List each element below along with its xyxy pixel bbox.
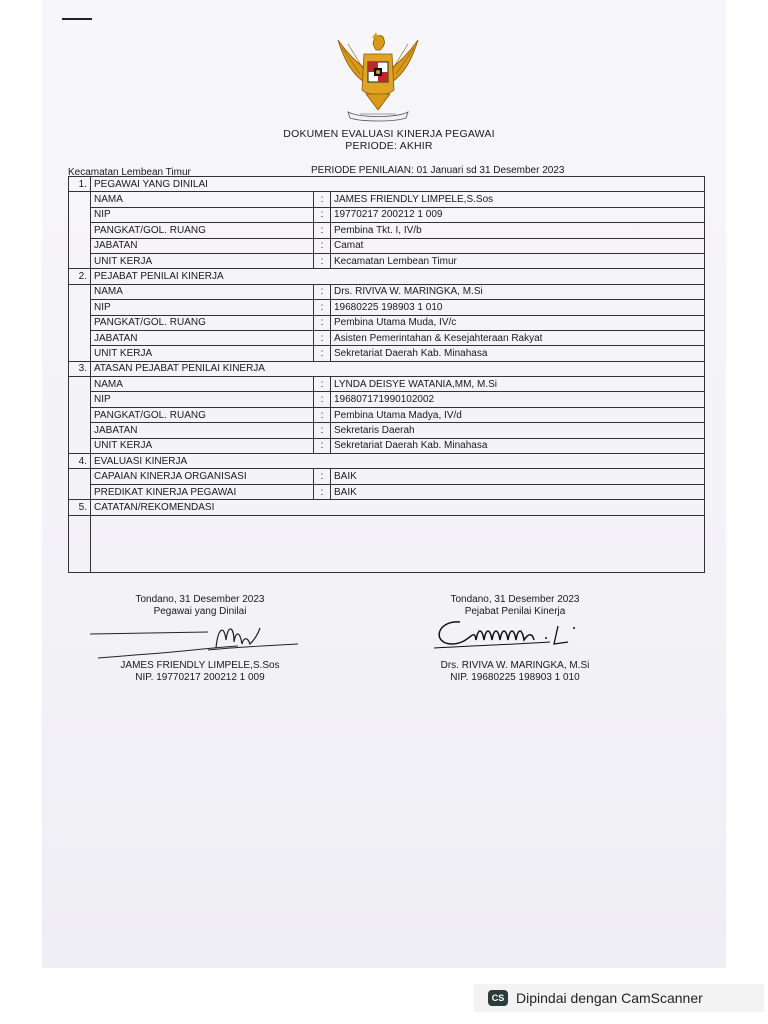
table-row	[69, 377, 705, 392]
section-title: PEGAWAI YANG DINILAI	[91, 177, 705, 192]
field-value: Drs. RIVIVA W. MARINGKA, M.Si	[331, 284, 705, 299]
periode-penilaian: PERIODE PENILAIAN: 01 Januari sd 31 Desember 2023	[311, 165, 565, 176]
field-label: JABATAN	[91, 423, 314, 438]
field-label: CAPAIAN KINERJA ORGANISASI	[91, 469, 314, 484]
scan-edge-mark	[62, 18, 92, 20]
colon: :	[314, 253, 331, 268]
table-row	[69, 469, 705, 484]
colon: :	[314, 392, 331, 407]
field-label: PANGKAT/GOL. RUANG	[91, 315, 314, 330]
signature-right-icon	[430, 614, 590, 654]
signer-role: Pegawai yang Dinilai	[153, 606, 247, 617]
field-label: NAMA	[91, 377, 314, 392]
table-row	[69, 223, 705, 238]
section-header-5	[69, 500, 705, 515]
signer-nip: NIP. 19680225 198903 1 010	[450, 672, 580, 683]
field-label: PANGKAT/GOL. RUANG	[91, 407, 314, 422]
section-title: PEJABAT PENILAI KINERJA	[91, 269, 705, 284]
section-number: 4.	[69, 454, 91, 469]
section-header-1	[69, 177, 705, 192]
document-title: DOKUMEN EVALUASI KINERJA PEGAWAI	[283, 128, 495, 140]
field-label: PANGKAT/GOL. RUANG	[91, 223, 314, 238]
place-date: Tondano, 31 Desember 2023	[135, 594, 265, 605]
field-value: Kecamatan Lembean Timur	[331, 253, 705, 268]
field-value: JAMES FRIENDLY LIMPELE,S.Sos	[331, 192, 705, 207]
table-row	[69, 330, 705, 345]
table-row	[69, 392, 705, 407]
table-row	[69, 300, 705, 315]
notes-area	[69, 515, 705, 572]
field-value: BAIK	[331, 469, 705, 484]
colon: :	[314, 438, 331, 453]
table-row	[69, 284, 705, 299]
field-value: 19770217 200212 1 009	[331, 207, 705, 222]
field-value: Asisten Pemerintahan & Kesejahteraan Rakyat	[331, 330, 705, 345]
colon: :	[314, 300, 331, 315]
field-label: NAMA	[91, 192, 314, 207]
table-row	[69, 192, 705, 207]
colon: :	[314, 223, 331, 238]
colon: :	[314, 407, 331, 422]
signature-left-icon	[88, 618, 308, 664]
field-label: NIP	[91, 207, 314, 222]
field-label: PREDIKAT KINERJA PEGAWAI	[91, 484, 314, 499]
table-row	[69, 407, 705, 422]
colon: :	[314, 423, 331, 438]
colon: :	[314, 469, 331, 484]
colon: :	[314, 484, 331, 499]
signer-nip: NIP. 19770217 200212 1 009	[135, 672, 265, 683]
document-periode: PERIODE: AKHIR	[345, 140, 433, 152]
field-value: Sekretaris Daerah	[331, 423, 705, 438]
section-title: EVALUASI KINERJA	[91, 454, 705, 469]
field-value: Pembina Utama Madya, IV/d	[331, 407, 705, 422]
table-row	[69, 346, 705, 361]
table-row	[69, 207, 705, 222]
field-label: UNIT KERJA	[91, 346, 314, 361]
evaluation-form-table	[68, 176, 705, 573]
table-row	[69, 253, 705, 268]
field-value: 19680225 198903 1 010	[331, 300, 705, 315]
colon: :	[314, 284, 331, 299]
signer-name: Drs. RIVIVA W. MARINGKA, M.Si	[440, 660, 590, 671]
watermark-text: Dipindai dengan CamScanner	[516, 990, 703, 1006]
section-number: 5.	[69, 500, 91, 515]
section-number: 1.	[69, 177, 91, 192]
signer-role: Pejabat Penilai Kinerja	[464, 606, 566, 617]
colon: :	[314, 330, 331, 345]
field-value: BAIK	[331, 484, 705, 499]
section-number: 3.	[69, 361, 91, 376]
field-label: UNIT KERJA	[91, 438, 314, 453]
field-label: JABATAN	[91, 330, 314, 345]
section-number: 2.	[69, 269, 91, 284]
colon: :	[314, 377, 331, 392]
camscanner-watermark	[474, 984, 764, 1012]
unit-label: Kecamatan Lembean Timur	[68, 167, 191, 178]
section-title: ATASAN PEJABAT PENILAI KINERJA	[91, 361, 705, 376]
field-value: Camat	[331, 238, 705, 253]
notes-content	[91, 515, 705, 572]
colon: :	[314, 315, 331, 330]
field-value: Pembina Tkt. I, IV/b	[331, 223, 705, 238]
table-row	[69, 423, 705, 438]
table-row	[69, 484, 705, 499]
place-date: Tondano, 31 Desember 2023	[450, 594, 580, 605]
field-label: NAMA	[91, 284, 314, 299]
field-label: NIP	[91, 300, 314, 315]
colon: :	[314, 207, 331, 222]
section-header-4	[69, 454, 705, 469]
colon: :	[314, 238, 331, 253]
field-value: 196807171990102002	[331, 392, 705, 407]
table-row	[69, 315, 705, 330]
field-label: JABATAN	[91, 238, 314, 253]
section-header-3	[69, 361, 705, 376]
field-value: Pembina Utama Muda, IV/c	[331, 315, 705, 330]
field-label: UNIT KERJA	[91, 253, 314, 268]
camscanner-logo-icon: CS	[488, 990, 508, 1006]
field-value: Sekretariat Daerah Kab. Minahasa	[331, 438, 705, 453]
field-value: Sekretariat Daerah Kab. Minahasa	[331, 346, 705, 361]
signer-name: JAMES FRIENDLY LIMPELE,S.Sos	[120, 660, 280, 671]
field-label: NIP	[91, 392, 314, 407]
section-title: CATATAN/REKOMENDASI	[91, 500, 705, 515]
garuda-emblem-icon	[330, 30, 426, 122]
colon: :	[314, 346, 331, 361]
colon: :	[314, 192, 331, 207]
field-value: LYNDA DEISYE WATANIA,MM, M.Si	[331, 377, 705, 392]
section-header-2	[69, 269, 705, 284]
table-row	[69, 238, 705, 253]
table-row	[69, 438, 705, 453]
